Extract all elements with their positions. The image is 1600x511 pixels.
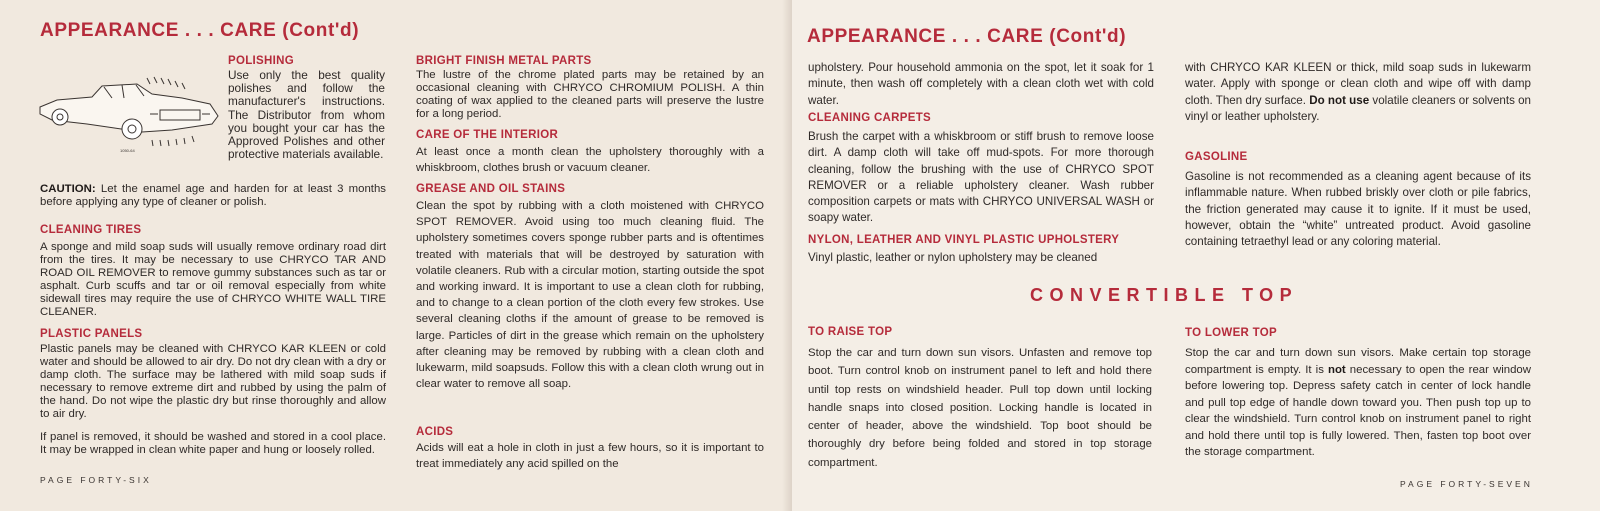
text-gasoline: Gasoline is not recommended as a cleaning agent because of its inflammable nature. When rubbed briskly over cloth or pile fabrics, the friction generated may cause it to ignite. If it must be used, however, obtain the “white” untreated product. Avoid gasoline containing tetraethyl lead or any coloring material. [1185,170,1531,249]
heading-gasoline: GASOLINE [1185,151,1248,163]
text-bright-finish: The lustre of the chrome plated parts may be retained by an occasional cleaning with CHRYCO CHROMIUM POLISH. A thin coating of wax applied to the cleaned parts will preserve the lustre for a long period. [416,69,764,120]
heading-acids: ACIDS [416,426,454,438]
page-title-right: APPEARANCE . . . CARE (Cont'd) [807,26,1127,47]
illustration-label: 1050-64 [120,148,135,153]
page-title: APPEARANCE . . . CARE (Cont'd) [40,20,360,41]
section-care-interior [416,129,764,176]
heading-bright-finish: BRIGHT FINISH METAL PARTS [416,55,592,67]
caution-note [40,183,386,209]
section-cleaning-carpets [808,112,1154,227]
text-care-interior: At least once a month clean the upholstery thoroughly with a whiskbroom, clothes brush or vacuum cleaner. [416,146,764,174]
text-raise-top: Stop the car and turn down sun visors. Unfasten and remove top boot. Turn control knob on instrument panel to left and hold there until top rests on windshield header. Pull top down until locking handle snaps into closed position. Locking handle is located in center of header, above the windshield. Top boot should be thoroughly dry before being folded and stored in top storage compartment. [808,347,1152,469]
text-cleaning-tires: A sponge and mild soap suds will usually remove ordinary road dirt from the tires. It may be necessary to use CHRYCO TAR AND ROAD OIL REMOVER to remove gummy substances such as tar or asphalt. Curb scuffs and tar or oil removal especially from white sidewall tires may require the use of CHRYCO WHITE WALL TIRE CLEANER. [40,241,386,318]
text-upholstery: Vinyl plastic, leather or nylon upholstery may be cleaned [808,251,1098,264]
text-lower-top [1185,345,1531,461]
text-upholstery-continued [1185,60,1531,125]
heading-lower-top: TO LOWER TOP [1185,327,1277,339]
page-number-left: PAGE FORTY-SIX [40,475,152,485]
heading-upholstery: NYLON, LEATHER AND VINYL PLASTIC UPHOLSTERY [808,234,1120,246]
lower-top-a: Stop the car and turn down sun visors. Make certain top storage compartment is empty. It is [1185,347,1531,376]
section-cleaning-tires [40,224,386,319]
section-polishing [228,55,385,161]
text-cleaning-carpets: Brush the carpet with a whiskbroom or stiff brush to remove loose dirt. A damp cloth will take off mud-spots. For more thorough cleaning, follow the brushing with the use of CHRYCO SPOT REMOVER or a reliable upholstery cleaner. Wash rubber composition carpets or mats with CHRYCO UNIVERSAL WASH or soapy water. [808,130,1154,225]
section-bright-finish [416,55,764,121]
left-page [0,0,792,511]
text-plastic-panels: Plastic panels may be cleaned with CHRYCO KAR KLEEN or cold water and should be allowed to air dry. Do not dry clean with a dry or damp cloth. The surface may be lathered with mild soap suds if necessary to remove extreme dirt and rubbed by using the palm of the hand. Do not wipe the plastic dry but rinse thoroughly and allow to air dry. [40,343,386,420]
caution-label: CAUTION: [40,183,96,195]
section-acids [416,426,764,472]
heading-cleaning-carpets: CLEANING CARPETS [808,112,932,124]
heading-care-interior: CARE OF THE INTERIOR [416,129,559,141]
caution-text: Let the enamel age and harden for at least 3 months before applying any type of cleaner or polish. [40,183,386,208]
text-polishing: Use only the best quality polishes and follow the manufacturer's instructions. The Distributor from whom you bought your car has the Approved Polishes and other protective materials available. [228,68,385,162]
heading-plastic-panels: PLASTIC PANELS [40,328,143,340]
heading-polishing: POLISHING [228,55,294,67]
upholstery-cont-b: volatile cleaners or solvents on vinyl or leather upholstery. [1185,93,1532,123]
text-acids-continued: upholstery. Pour household ammonia on the spot, let it soak for 1 minute, then wash off completely with a clean cloth wet with cold water. [808,61,1154,107]
lower-top-emphasis: not [1327,363,1346,376]
upholstery-cont-a: with CHRYCO KAR KLEEN or thick, mild soap suds in lukewarm water. Apply with sponge or clean cloth and wipe off with damp cloth. Then dry surface. [1185,61,1531,107]
section-upholstery [808,234,1154,266]
heading-raise-top: TO RAISE TOP [808,326,893,338]
section-grease-oil [416,183,764,392]
section-raise-top [808,326,1152,472]
lower-top-b: necessary to open the rear window before lowering top. Depress safety catch in center of lock handle and pull top edge of handle down toward you. Then push top up to clear the windshield. Turn control knob on instrument panel to right and hold there until top is fully lowered. Then, fasten top boot over the storage compartment. [1185,363,1531,458]
upholstery-warning: Do not use [1309,93,1370,107]
section-lower-top [1185,327,1531,461]
section-gasoline [1185,151,1531,250]
page-number-right: PAGE FORTY-SEVEN [1400,479,1533,489]
heading-grease-oil: GREASE AND OIL STAINS [416,183,566,195]
text-acids: Acids will eat a hole in cloth in just a few hours, so it is important to treat immediately any acid spilled on the [416,442,764,470]
text-plastic-panels-removed: If panel is removed, it should be washed and stored in a cool place. It may be wrapped in clean white paper and hung or loosely rolled. [40,431,386,456]
heading-cleaning-tires: CLEANING TIRES [40,224,142,236]
section-plastic-panels [40,328,386,457]
convertible-top-title: CONVERTIBLE TOP [1030,285,1299,305]
car-illustration [32,72,227,157]
text-grease-oil: Clean the spot by rubbing with a cloth moistened with CHRYCO SPOT REMOVER. Avoid using too much cleaning fluid. The upholstery sometimes covers sponge rubber parts and is oftentimes treated with materials that will be destroyed by saturation with volatile cleaners. Rub with a circular motion, starting outside the spot and working inward. It is important to use a clean cloth for rubbing, and to change to a clean portion of the cloth every few strokes. Use several cleaning cloths if the amount of grease to be removed is large. Particles of dirt in the grease which remain on the upholstery after cleaning may be removed by rubbing with a clean cloth and lukewarm, mild soapsuds. Follow this with a clean cloth wrung out in clear water to remove all soap. [416,200,764,391]
